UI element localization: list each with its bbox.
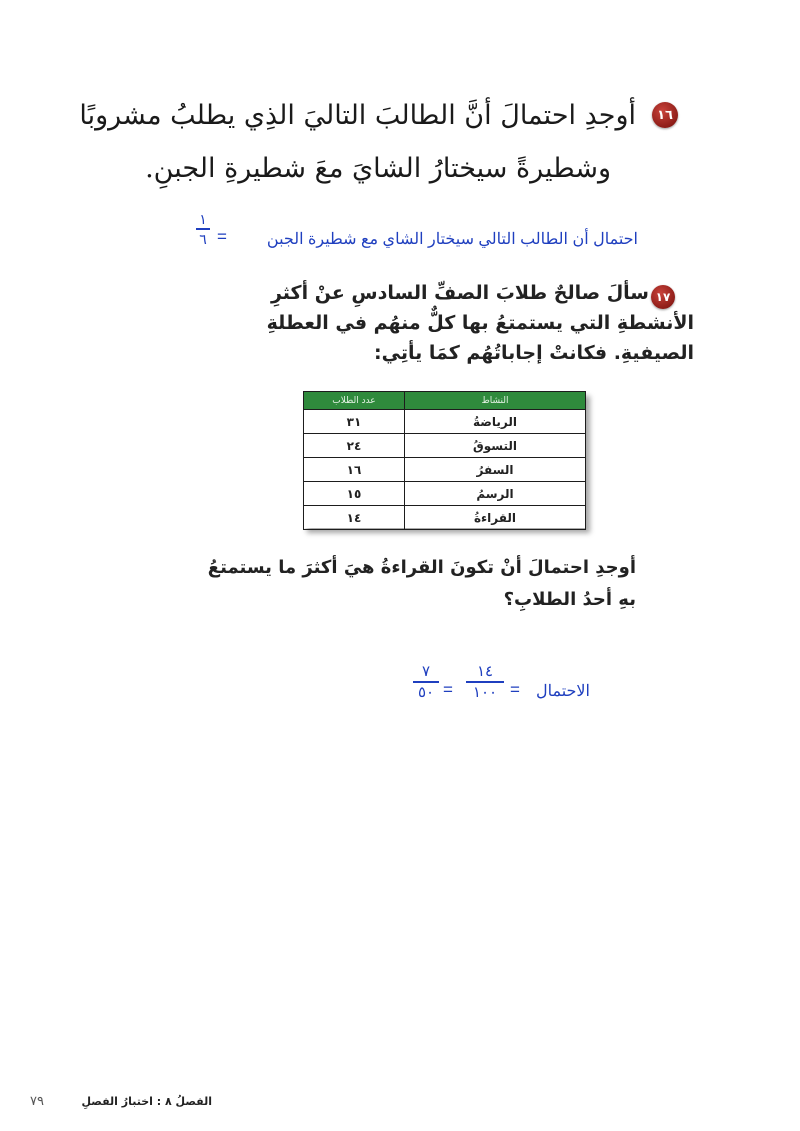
answer-17-label: الاحتمال: [535, 683, 590, 700]
question-16-line-1: أوجدِ احتمالَ أنَّ الطالبَ التاليَ الذِي يطلبُ مشروبًا: [79, 100, 636, 131]
fraction-bar: [466, 681, 504, 683]
header-activity: النشاط: [404, 392, 585, 410]
fraction-denominator: ١٠٠: [472, 683, 498, 701]
fraction-bar: [413, 681, 439, 683]
table-row: [304, 458, 586, 482]
table-row: [304, 434, 586, 458]
cell-count: ١٤: [304, 506, 405, 530]
cell-count: ٣١: [304, 410, 405, 434]
cell-activity: القراءةُ: [404, 506, 585, 530]
cell-count: ١٦: [304, 458, 405, 482]
question-17b-line-2: بهِ أحدُ الطلابِ؟: [503, 589, 636, 610]
fraction-numerator: ٧: [421, 663, 431, 680]
question-16-line-2: وشطيرةً سيختارُ الشايَ معَ شطيرةِ الجبنِ.: [145, 153, 611, 184]
fraction-numerator: ١٤: [476, 663, 494, 680]
answer-16-text: احتمال أن الطالب التالي سيختار الشاي مع شطيرة الجبن: [266, 231, 638, 248]
table-row: [304, 482, 586, 506]
table-row: [304, 506, 586, 530]
answer-16-equals: =: [217, 227, 227, 246]
fraction-bar: [196, 228, 210, 230]
footer-chapter: الفصلُ ٨ : اختبارُ الفصلِ: [81, 1095, 212, 1108]
table-header-row: [304, 392, 586, 410]
answer-17-fraction-2: [413, 664, 439, 700]
question-17b-line-1: أوجدِ احتمالَ أنْ تكونَ القراءةُ هيَ أكثرَ ما يستمتعُ: [207, 557, 636, 578]
question-17-line-1: سألَ صالحٌ طلابَ الصفِّ السادسِ عنْ أكثرِ: [270, 282, 649, 304]
fraction-denominator: ٥٠: [417, 683, 435, 701]
header-student-count: عدد الطلاب: [304, 392, 405, 410]
cell-activity: السفرُ: [404, 458, 585, 482]
fraction-numerator: ١: [199, 211, 207, 227]
activities-table: [303, 391, 586, 530]
cell-activity: الرسمُ: [404, 482, 585, 506]
answer-17-fraction-1: [466, 664, 504, 700]
question-17-line-3: الصيفيةِ. فكانتْ إجاباتُهُم كمَا يأتِي:: [374, 342, 694, 364]
activities-table-frame: [303, 391, 586, 528]
cell-count: ٢٤: [304, 434, 405, 458]
cell-count: ١٥: [304, 482, 405, 506]
question-number-16: ١٦: [652, 102, 678, 128]
cell-activity: التسوقُ: [404, 434, 585, 458]
answer-16-fraction: [196, 212, 210, 246]
table-row: [304, 410, 586, 434]
question-17-line-2: الأنشطةِ التي يستمتعُ بها كلٌّ منهُم في العطلةِ: [266, 312, 694, 334]
answer-17-equals-2: =: [443, 680, 453, 699]
cell-activity: الرياضةُ: [404, 410, 585, 434]
fraction-denominator: ٦: [199, 230, 207, 247]
answer-17-equals-1: =: [510, 680, 520, 699]
footer-page-number: ٧٩: [30, 1094, 44, 1109]
question-number-17: ١٧: [651, 285, 675, 309]
